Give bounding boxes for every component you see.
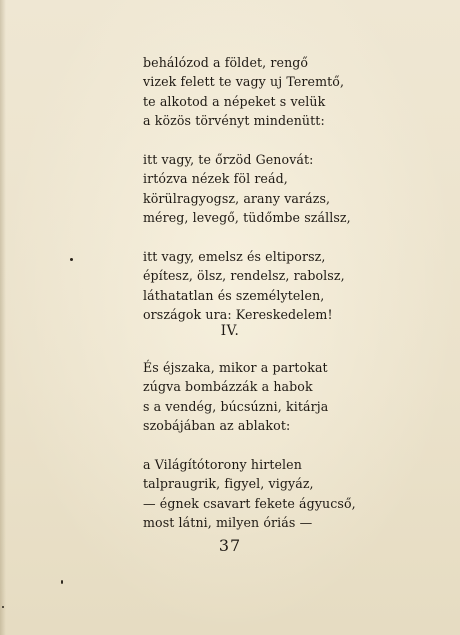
verse-line: most látni, milyen óriás —	[143, 515, 313, 531]
verse-line: talpraugrik, figyel, vigyáz,	[143, 476, 314, 492]
verse-line: országok ura: Kereskedelem!	[143, 307, 333, 323]
verse-line: méreg, levegő, tüdőmbe szállsz,	[143, 210, 351, 226]
stanza	[143, 53, 443, 131]
poem-section-part-2	[143, 358, 443, 552]
verse-line: behálózod a földet, rengő	[143, 55, 309, 70]
ink-speck	[2, 606, 4, 608]
poem-section-part-1	[143, 53, 443, 344]
stanza	[143, 247, 443, 325]
section-numeral: IV.	[220, 323, 240, 339]
verse-line: láthatatlan és személytelen,	[143, 287, 325, 303]
verse-line: te alkotod a népeket s velük	[143, 93, 326, 109]
page-number: 37	[218, 536, 242, 555]
verse-line: És éjszaka, mikor a partokat	[143, 360, 328, 375]
ink-speck	[61, 580, 63, 584]
verse-line: vizek felett te vagy uj Teremtő,	[143, 74, 345, 90]
verse-line: szobájában az ablakot:	[143, 418, 291, 434]
verse-line: körülragyogsz, arany varázs,	[143, 190, 331, 206]
verse-line: zúgva bombázzák a habok	[143, 379, 313, 395]
verse-line: irtózva nézek föl reád,	[143, 171, 288, 187]
verse-line: építesz, ölsz, rendelsz, rabolsz,	[143, 268, 345, 284]
verse-line: a közös törvényt mindenütt:	[143, 113, 325, 129]
verse-line: s a vendég, búcsúzni, kitárja	[143, 398, 329, 414]
stanza	[143, 358, 443, 436]
verse-line: a Világítótorony hirtelen	[143, 457, 302, 473]
ink-speck	[70, 258, 73, 261]
stanza	[143, 150, 443, 228]
stanza	[143, 455, 443, 533]
verse-line: — égnek csavart fekete ágyucső,	[143, 495, 356, 511]
verse-line: itt vagy, emelsz és eltiporsz,	[143, 249, 326, 265]
verse-line: itt vagy, te őrzöd Genovát:	[143, 152, 314, 168]
